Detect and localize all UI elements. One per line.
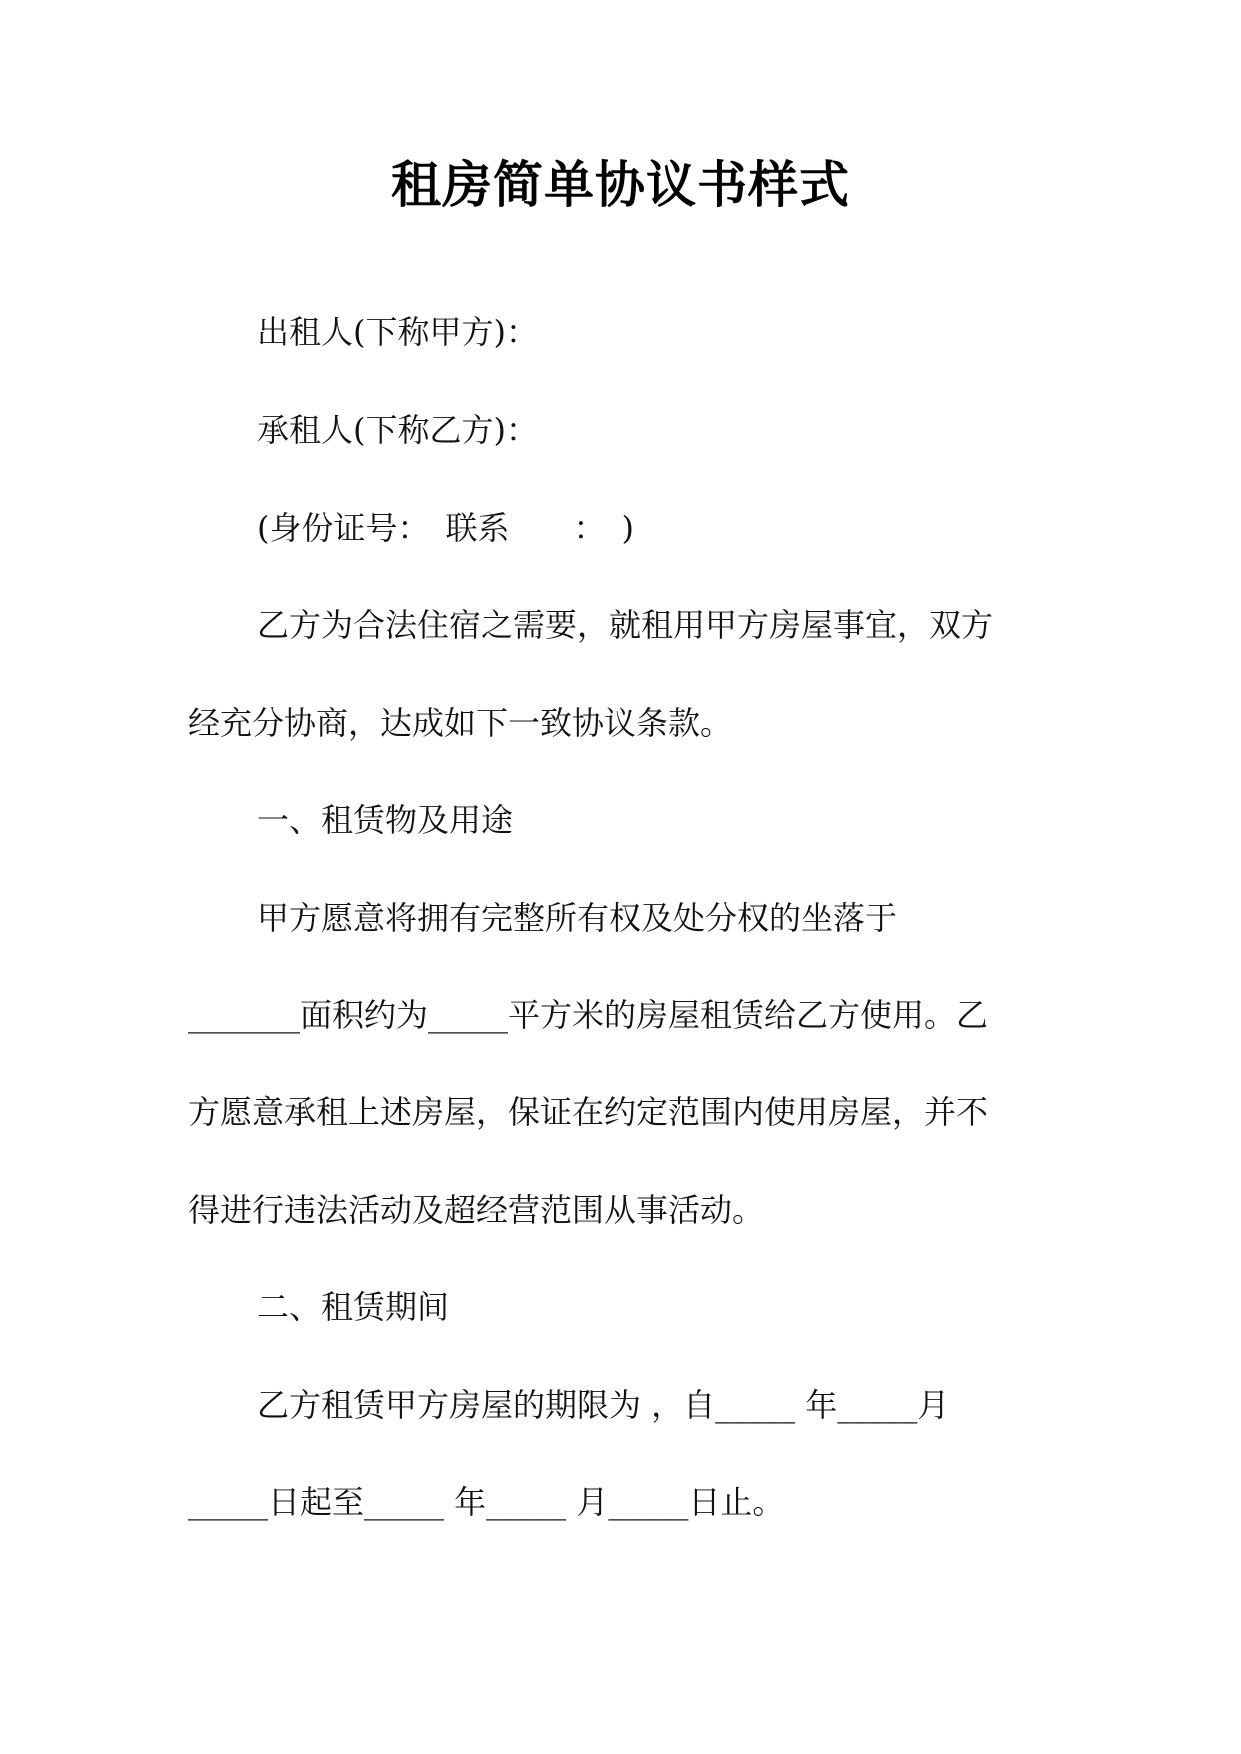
preamble-line-2: 经充分协商，达成如下一致协议条款。 [188,704,733,742]
preamble-line-1: 乙方为合法住宿之需要，就租用甲方房屋事宜，双方 [257,606,994,644]
lessor-line: 出租人(下称甲方)： [257,313,538,351]
section-2-line-1: 乙方租赁甲方房屋的期限为 ，自_____ 年_____月 [257,1386,950,1424]
section-1-line-2: _______面积约为_____平方米的房屋租赁给乙方使用。乙 [188,996,989,1034]
lessee-line: 承租人(下称乙方)： [257,411,538,449]
id-contact-line: (身份证号： 联系 ： ) [257,509,634,547]
section-1-line-4: 得进行违法活动及超经营范围从事活动。 [188,1191,765,1229]
section-1-line-3: 方愿意承租上述房屋，保证在约定范围内使用房屋，并不 [188,1093,989,1131]
section-2-line-2: _____日起至_____ 年_____ 月_____日止。 [188,1483,785,1521]
document-title: 租房简单协议书样式 [391,155,850,214]
section-heading-2: 二、租赁期间 [257,1288,450,1326]
section-1-line-1: 甲方愿意将拥有完整所有权及处分权的坐落于 [257,899,898,937]
section-heading-1: 一、租赁物及用途 [257,801,514,839]
